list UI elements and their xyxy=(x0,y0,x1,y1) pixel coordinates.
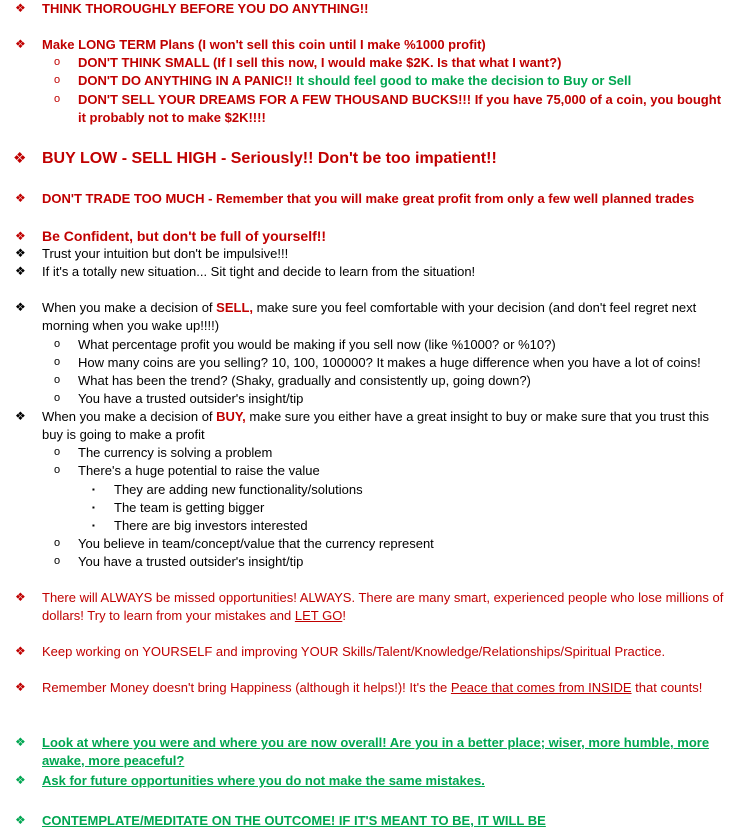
circle-bullet-icon: o xyxy=(54,555,61,567)
buy-big-investors: There are big investors interested xyxy=(114,518,308,533)
diamond-bullet-icon: ❖ xyxy=(15,191,26,205)
sell-percentage-profit: What percentage profit you would be making if you sell now (like %1000? or %10?) xyxy=(78,337,556,352)
circle-bullet-icon: o xyxy=(54,93,61,105)
be-confident: Be Confident, but don't be full of yourself!! xyxy=(42,228,327,244)
diamond-bullet-icon: ❖ xyxy=(15,409,26,423)
missed-opportunities-c: ! xyxy=(342,608,346,623)
dont-panic xyxy=(78,72,725,90)
circle-bullet-icon: o xyxy=(54,374,61,386)
sell-keyword: SELL, xyxy=(216,300,253,315)
diamond-bullet-icon: ❖ xyxy=(15,37,26,51)
diamond-bullet-icon: ❖ xyxy=(15,229,26,243)
square-bullet-icon: ▪ xyxy=(92,521,95,530)
diamond-bullet-icon: ❖ xyxy=(15,246,26,260)
diamond-bullet-icon: ❖ xyxy=(15,813,26,827)
long-term-plans: Make LONG TERM Plans (I won't sell this coin until I make %1000 profit) xyxy=(42,37,486,52)
buy-decision-c: make sure you either have a great insight to buy or make sure that you trust this buy is going to make a profit xyxy=(42,409,709,442)
square-bullet-icon: ▪ xyxy=(92,485,95,494)
dont-sell-dreams: DON'T SELL YOUR DREAMS FOR A FEW THOUSAND BUCKS!!! If you have 75,000 of a coin, you bought it probably not to make $2K!!!! xyxy=(78,92,722,125)
heading-think-thoroughly: THINK THOROUGHLY BEFORE YOU DO ANYTHING!! xyxy=(42,1,369,16)
diamond-bullet-icon: ❖ xyxy=(15,735,26,749)
sell-decision xyxy=(42,299,725,335)
buy-low-sell-high: BUY LOW - SELL HIGH - Seriously!! Don't be too impatient!! xyxy=(42,150,497,167)
dont-think-small: DON'T THINK SMALL (If I sell this now, I would make $2K. Is that what I want?) xyxy=(78,55,562,70)
buy-believe-team: You believe in team/concept/value that the currency represent xyxy=(78,536,434,551)
missed-opportunities xyxy=(42,589,725,625)
buy-solving-problem: The currency is solving a problem xyxy=(78,445,273,460)
circle-bullet-icon: o xyxy=(54,392,61,404)
dont-trade-too-much: DON'T TRADE TOO MUCH - Remember that you will make great profit from only a few well planned trades xyxy=(42,191,695,206)
money-happiness-c: that counts! xyxy=(631,680,703,695)
trust-intuition: Trust your intuition but don't be impulsive!!! xyxy=(42,246,289,261)
diamond-bullet-icon: ❖ xyxy=(15,644,26,658)
look-where-you-were: Look at where you were and where you are now overall! Are you in a better place; wiser, more humble, more awake, more peaceful? xyxy=(42,735,710,768)
circle-bullet-icon: o xyxy=(54,446,61,458)
sell-decision-c: make sure you feel comfortable with your decision (and don't feel regret next morning when you wake up!!!!) xyxy=(42,300,697,333)
buy-decision-a: When you make a decision of xyxy=(42,409,217,424)
dont-panic-red: DON'T DO ANYTHING IN A PANIC!! xyxy=(78,73,293,88)
square-bullet-icon: ▪ xyxy=(92,503,95,512)
peace-inside-link: Peace that comes from INSIDE xyxy=(450,680,632,695)
buy-keyword: BUY, xyxy=(216,409,246,424)
diamond-bullet-icon: ❖ xyxy=(15,773,26,787)
buy-decision xyxy=(42,408,725,444)
diamond-bullet-icon: ❖ xyxy=(13,150,27,167)
new-situation: If it's a totally new situation... Sit tight and decide to learn from the situation! xyxy=(42,264,476,279)
buy-outsider-tip: You have a trusted outsider's insight/tip xyxy=(78,554,304,569)
circle-bullet-icon: o xyxy=(54,464,61,476)
sell-decision-a: When you make a decision of xyxy=(42,300,217,315)
buy-new-functionality: They are adding new functionality/solutions xyxy=(114,482,363,497)
circle-bullet-icon: o xyxy=(54,74,61,86)
dont-panic-green: It should feel good to make the decision to Buy or Sell xyxy=(292,73,632,88)
circle-bullet-icon: o xyxy=(54,338,61,350)
diamond-bullet-icon: ❖ xyxy=(15,590,26,604)
circle-bullet-icon: o xyxy=(54,537,61,549)
let-go-link: LET GO xyxy=(294,608,343,623)
diamond-bullet-icon: ❖ xyxy=(15,680,26,694)
money-happiness xyxy=(42,679,725,697)
diamond-bullet-icon: ❖ xyxy=(15,1,26,15)
buy-team-bigger: The team is getting bigger xyxy=(114,500,265,515)
diamond-bullet-icon: ❖ xyxy=(15,300,26,314)
sell-how-many-coins: How many coins are you selling? 10, 100, 100000? It makes a huge difference when you have a lot of coins! xyxy=(78,355,701,370)
diamond-bullet-icon: ❖ xyxy=(15,264,26,278)
missed-opportunities-a: There will ALWAYS be missed opportunities! ALWAYS. There are many smart, experienced people who lose millions of dollars! Try to learn from your mistakes and xyxy=(42,590,724,623)
keep-working-on-yourself: Keep working on YOURSELF and improving YOUR Skills/Talent/Knowledge/Relationships/Spiritual Practice. xyxy=(42,644,666,659)
circle-bullet-icon: o xyxy=(54,356,61,368)
money-happiness-a: Remember Money doesn't bring Happiness (although it helps!)! It's the xyxy=(42,680,451,695)
sell-outsider-tip: You have a trusted outsider's insight/tip xyxy=(78,391,304,406)
sell-trend: What has been the trend? (Shaky, gradually and consistently up, going down?) xyxy=(78,373,531,388)
ask-future-opportunities: Ask for future opportunities where you do not make the same mistakes. xyxy=(42,773,485,788)
buy-huge-potential: There's a huge potential to raise the value xyxy=(78,463,320,478)
circle-bullet-icon: o xyxy=(54,56,61,68)
contemplate-meditate: CONTEMPLATE/MEDITATE ON THE OUTCOME! IF IT'S MEANT TO BE, IT WILL BE xyxy=(42,813,546,828)
